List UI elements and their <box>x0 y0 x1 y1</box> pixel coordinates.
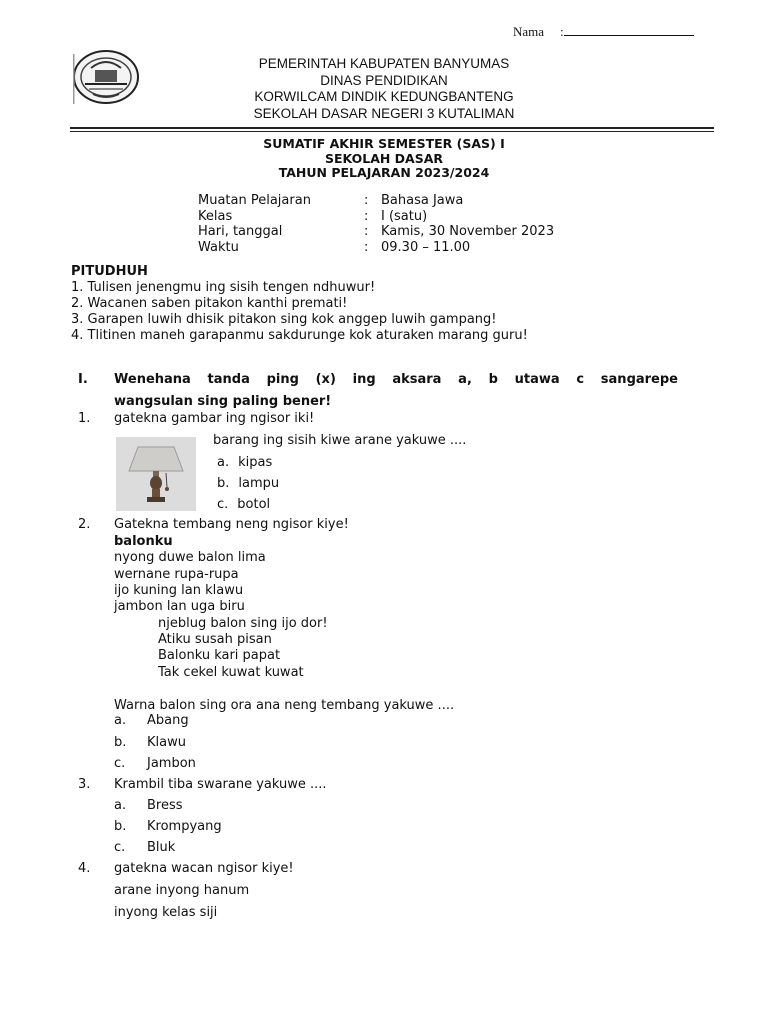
song-title: balonku <box>114 534 173 549</box>
q1-option-c[interactable] <box>217 497 270 512</box>
instruction-item: 2. Wacanen saben pitakon kanthi premati! <box>71 296 348 311</box>
q3-option-b[interactable] <box>114 819 222 834</box>
question-3-number: 3. <box>78 777 91 792</box>
question-1-text: gatekna gambar ing ngisor iki! <box>114 411 315 426</box>
info-value: Bahasa Jawa <box>381 193 464 208</box>
q1-option-a[interactable] <box>217 455 272 470</box>
question-2-prompt: Warna balon sing ora ana neng tembang yakuwe .... <box>114 698 455 713</box>
song-line: ijo kuning lan klawu <box>114 583 244 598</box>
option-text: Klawu <box>147 735 186 750</box>
option-letter: b. <box>114 735 127 750</box>
info-value: Kamis, 30 November 2023 <box>381 224 555 239</box>
question-2-number: 2. <box>78 517 91 532</box>
q3-option-c[interactable] <box>114 840 175 855</box>
exam-info <box>198 193 554 255</box>
reading-line: arane inyong hanum <box>114 883 250 898</box>
info-row-time <box>198 240 554 256</box>
option-letter: b. <box>217 476 230 491</box>
q1-option-b[interactable] <box>217 476 279 491</box>
q2-option-a[interactable] <box>114 713 189 728</box>
song-line: nyong duwe balon lima <box>114 550 266 565</box>
section-number: I. <box>78 372 88 387</box>
option-letter: c. <box>217 497 229 512</box>
section-instruction-line-2: wangsulan sing paling bener! <box>114 394 332 409</box>
song-line: jambon lan uga biru <box>114 599 245 614</box>
option-letter: a. <box>217 455 230 470</box>
kop-line-government: PEMERINTAH KABUPATEN BANYUMAS <box>258 56 510 71</box>
info-row-class <box>198 209 554 225</box>
reading-line: inyong kelas siji <box>114 905 218 920</box>
instruction-item: 3. Garapen luwih dhisik pitakon sing kok anggep luwih gampang! <box>71 312 497 327</box>
info-row-subject <box>198 193 554 209</box>
instruction-item: 4. Tlitinen maneh garapanmu sakdurunge kok aturaken marang guru! <box>71 328 528 343</box>
name-blank-line[interactable] <box>564 23 694 36</box>
q2-option-b[interactable] <box>114 735 186 750</box>
question-1-number: 1. <box>78 411 91 426</box>
section-heading <box>78 369 678 413</box>
lamp-image <box>116 437 196 511</box>
instructions-heading: PITUDHUH <box>71 264 148 279</box>
option-letter: b. <box>114 819 127 834</box>
info-value: 09.30 – 11.00 <box>381 239 471 255</box>
name-field[interactable] <box>513 23 694 40</box>
song-line: Balonku kari papat <box>158 648 281 663</box>
exam-title-line-1: SUMATIF AKHIR SEMESTER (SAS) I <box>263 136 505 151</box>
letterhead-divider-thick <box>70 127 714 129</box>
info-label: Kelas <box>198 208 233 224</box>
question-4-number: 4. <box>78 861 91 876</box>
instruction-item: 1. Tulisen jenengmu ing sisih tengen ndhuwur! <box>71 280 376 295</box>
option-letter: c. <box>114 840 126 855</box>
kop-line-school: SEKOLAH DASAR NEGERI 3 KUTALIMAN <box>253 105 515 121</box>
option-text: Abang <box>147 713 189 728</box>
option-letter: a. <box>114 713 127 728</box>
song-line: njeblug balon sing ijo dor! <box>158 616 328 631</box>
kop-line-korwilcam: KORWILCAM DINDIK KEDUNGBANTENG <box>254 89 514 104</box>
option-text: botol <box>237 497 271 512</box>
song-line: Atiku susah pisan <box>158 632 272 647</box>
name-colon: : <box>560 24 564 39</box>
letterhead-divider-thin <box>70 131 714 132</box>
exam-title-line-3: TAHUN PELAJARAN 2023/2024 <box>278 165 490 180</box>
option-text: Krompyang <box>147 819 222 834</box>
info-separator: : <box>364 224 369 239</box>
option-letter: c. <box>114 756 126 771</box>
info-label: Hari, tanggal <box>198 224 283 239</box>
option-text: Jambon <box>147 756 196 771</box>
exam-title-line-2: SEKOLAH DASAR <box>324 150 444 166</box>
option-text: lampu <box>238 476 280 491</box>
option-text: kipas <box>238 455 273 470</box>
question-3-text: Krambil tiba swarane yakuwe .... <box>114 777 327 792</box>
question-2-text: Gatekna tembang neng ngisor kiye! <box>114 517 349 532</box>
info-separator: : <box>364 208 369 224</box>
info-separator: : <box>364 239 369 255</box>
question-1-prompt: barang ing sisih kiwe arane yakuwe .... <box>213 433 467 448</box>
question-4-text: gatekna wacan ngisor kiye! <box>114 861 294 876</box>
info-separator: : <box>364 193 369 208</box>
name-label: Nama <box>513 24 545 39</box>
banyumas-emblem-logo <box>71 48 141 106</box>
option-text: Bress <box>147 798 183 813</box>
song-line: Tak cekel kuwat kuwat <box>158 665 304 680</box>
option-letter: a. <box>114 798 127 813</box>
song-line: wernane rupa-rupa <box>114 567 239 582</box>
info-value: I (satu) <box>381 208 428 224</box>
q2-option-c[interactable] <box>114 756 196 771</box>
q3-option-a[interactable] <box>114 798 183 813</box>
info-row-date <box>198 224 554 240</box>
kop-line-department: DINAS PENDIDIKAN <box>320 72 448 88</box>
info-label: Waktu <box>198 239 239 255</box>
exam-title <box>150 137 618 181</box>
section-instruction-line-1: Wenehana tanda ping (x) ing aksara a, b utawa c sangarepe <box>114 372 678 387</box>
info-label: Muatan Pelajaran <box>198 193 311 208</box>
instructions <box>71 264 528 344</box>
option-text: Bluk <box>147 840 176 855</box>
school-letterhead <box>200 56 568 122</box>
